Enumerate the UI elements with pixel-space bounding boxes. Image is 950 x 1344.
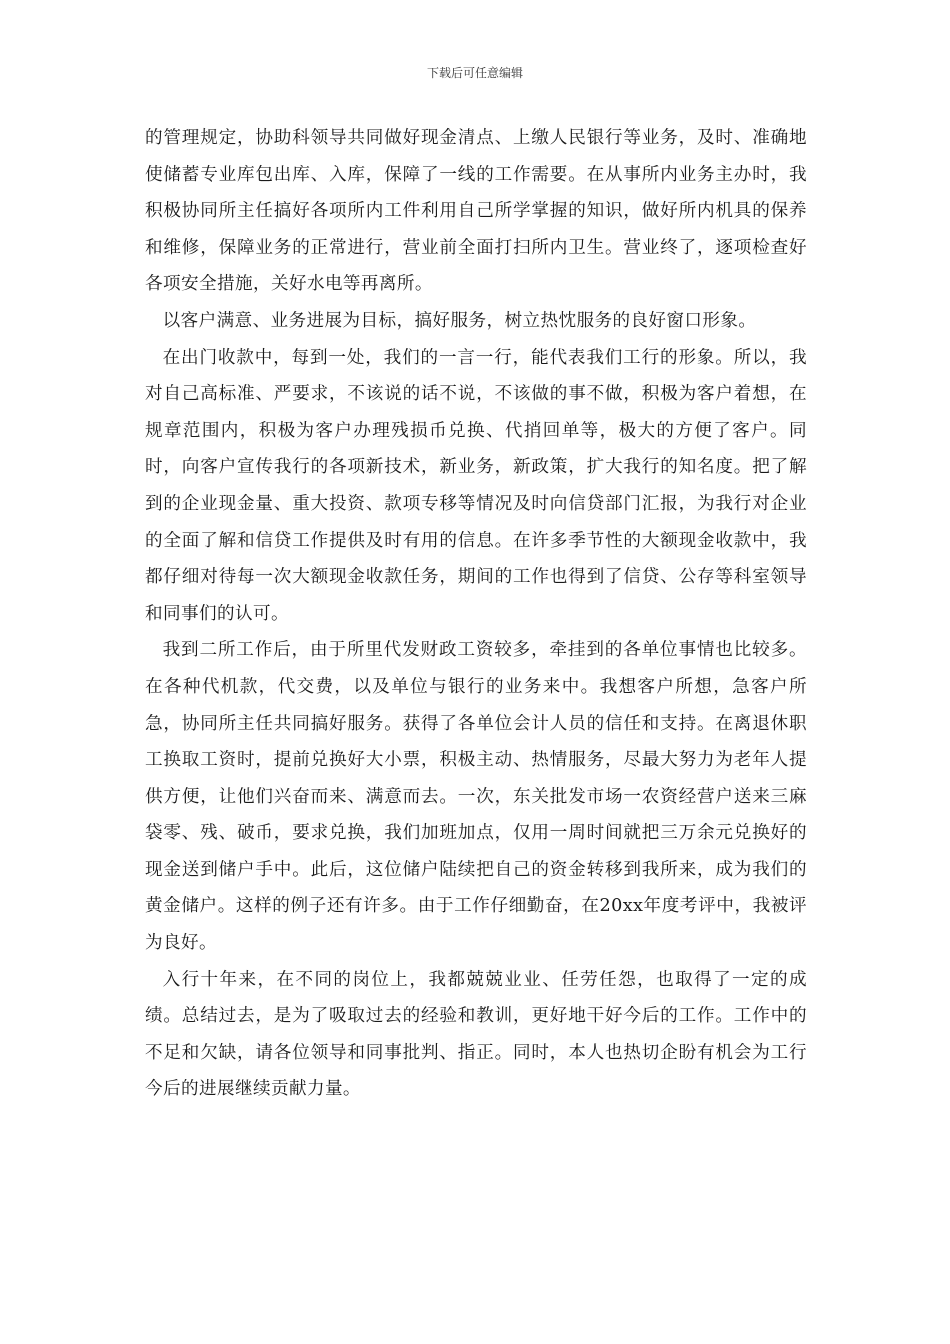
paragraph-3: 在出门收款中，每到一处，我们的一言一行，能代表我们工行的形象。所以，我对自己高标准、严要求，不该说的话不说，不该做的事不做，积极为客户着想，在规章范围内，积极为客户办理残损币兑换、代捎回单等，极大的方便了客户。同时，向客户宣传我行的各项新技术，新业务，新政策，扩大我行的知名度。把了解到的企业现金量、重大投资、款项专移等情况及时向信贷部门汇报，为我行对企业的全面了解和信贷工作提供及时有用的信息。在许多季节性的大额现金收款中，我都仔细对待每一次大额现金收款任务，期间的工作也得到了信贷、公存等科室领导和同事们的认可。 bbox=[145, 347, 807, 624]
paragraph-2: 以客户满意、业务进展为目标，搞好服务，树立热忱服务的良好窗口形象。 bbox=[162, 310, 757, 331]
paragraph-4: 我到二所工作后，由于所里代发财政工资较多，牵挂到的各单位事情也比较多。在各种代机款，代交费，以及单位与银行的业务来中。我想客户所想，急客户所急，协同所主任共同搞好服务。获得了各单位会计人员的信任和支持。在离退休职工换取工资时，提前兑换好大小票，积极主动、热情服务，尽最大努力为老年人提供方便，让他们兴奋而来、满意而去。一次，东关批发市场一农资经营户送来三麻袋零、残、破币，要求兑换，我们加班加点，仅用一周时间就把三万余元兑换好的现金送到储户手中。此后，这位储户陆续把自己的资金转移到我所来，成为我们的黄金储户。这样的例子还有许多。由于工作仔细勤奋，在20xx年度考评中，我被评为良好。 bbox=[145, 640, 807, 954]
document-body bbox=[145, 120, 807, 1108]
page-header: 下载后可任意编辑 bbox=[426, 66, 523, 80]
paragraph-5: 入行十年来，在不同的岗位上，我都兢兢业业、任劳任怨，也取得了一定的成绩。总结过去，是为了吸取过去的经验和教训，更好地干好今后的工作。工作中的不足和欠缺，请各位领导和同事批判、指正。同时，本人也热切企盼有机会为工行今后的进展继续贡献力量。 bbox=[145, 969, 807, 1100]
paragraph-1: 的管理规定，协助科领导共同做好现金清点、上缴人民银行等业务，及时、准确地使储蓄专业库包出库、入库，保障了一线的工作需要。在从事所内业务主办时，我积极协同所主任搞好各项所内工件利用自己所学掌握的知识，做好所内机具的保养和维修，保障业务的正常进行，营业前全面打扫所内卫生。营业终了，逐项检查好各项安全措施，关好水电等再离所。 bbox=[145, 128, 807, 295]
